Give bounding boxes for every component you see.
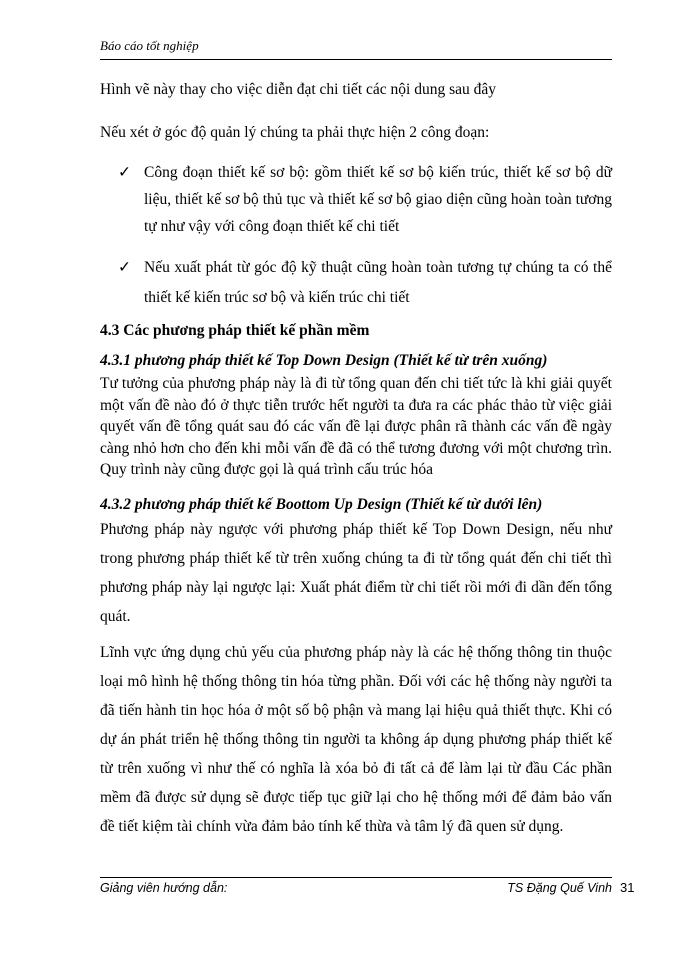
section-heading-4-3-2: 4.3.2 phương pháp thiết kế Boottom Up Design (Thiết kế từ dưới lên): [100, 496, 543, 513]
bottom-up-paragraph-2: Lĩnh vực ứng dụng chủ yếu của phương pháp này là các hệ thống thông tin thuộc loại mô hình hệ thống thông tin hóa từng phần. Đối với các hệ thống này người ta đã tiến hành tin học hóa ở một số bộ phận và mang lại hiệu quả thiết thực. Khi có dự án phát triển hệ thống thông tin người ta không áp dụng phương pháp thiết kế từ trên xuống vì như thế có nghĩa là xóa bỏ đi tất cả để làm lại từ đầu Các phần mềm đã được sử dụng sẽ được tiếp tục giữ lại cho hệ thống mới để đảm bảo vấn đề tiết kiệm tài chính vừa đảm bảo tính kế thừa và tâm lý đã quen sử dụng.: [100, 644, 612, 835]
page-header: [100, 38, 612, 60]
bullet-text: Công đoạn thiết kế sơ bộ: gồm thiết kế sơ bộ kiến trúc, thiết kế sơ bộ dữ liệu, thiết kế sơ bộ thủ tục và thiết kế sơ bộ giao diện cũng hoàn toàn tương tự như vậy với công đoạn thiết kế chi tiết: [144, 164, 612, 235]
bottom-up-paragraph-1: Phương pháp này ngược với phương pháp thiết kế Top Down Design, nếu như trong phương pháp thiết kế từ trên xuống chúng ta đi từ tổng quát đến chi tiết thì phương pháp này lại ngược lại: Xuất phát điểm từ chi tiết rồi mới đi dần đến tổng quát.: [100, 521, 612, 625]
bullet-text: Nếu xuất phát từ góc độ kỹ thuật cũng hoàn toàn tương tự chúng ta có thể thiết kế kiến trúc sơ bộ và kiến trúc chi tiết: [144, 259, 612, 306]
footer-supervisor-name: TS Đặng Quế Vinh: [507, 881, 612, 895]
section-heading-4-3-1: 4.3.1 phương pháp thiết kế Top Down Design (Thiết kế từ trên xuống): [100, 352, 548, 369]
intro-paragraph: Hình vẽ này thay cho việc diễn đạt chi tiết các nội dung sau đây: [100, 81, 496, 98]
header-title: Báo cáo tốt nghiệp: [100, 38, 199, 53]
checkmark-icon: ✓: [118, 164, 131, 181]
page-footer: [100, 877, 612, 895]
checkmark-icon: ✓: [118, 259, 131, 276]
bullet-item: [118, 253, 612, 313]
top-down-paragraph: Tư tưởng của phương pháp này là đi từ tổng quan đến chi tiết tức là khi giải quyết một vấn đề nào đó ở thực tiễn trước hết người ta đưa ra các phác thảo từ việc giải quyết vấn đề tổng quát sau đó các vấn đề lại được phân rã thành các vấn đề ngày càng nhỏ hơn cho đến khi mỗi vấn đề đã có thể tương đương với một chương trìn. Quy trình này cũng được gọi là quá trình cấu trúc hóa: [100, 375, 612, 478]
page-number: 31: [620, 880, 635, 895]
bullet-item: [118, 159, 612, 240]
perspective-paragraph: Nếu xét ở góc độ quản lý chúng ta phải thực hiện 2 công đoạn:: [100, 124, 490, 141]
footer-supervisor-label: Giảng viên hướng dẫn:: [100, 881, 228, 895]
section-heading-4-3: 4.3 Các phương pháp thiết kế phần mềm: [100, 322, 370, 339]
